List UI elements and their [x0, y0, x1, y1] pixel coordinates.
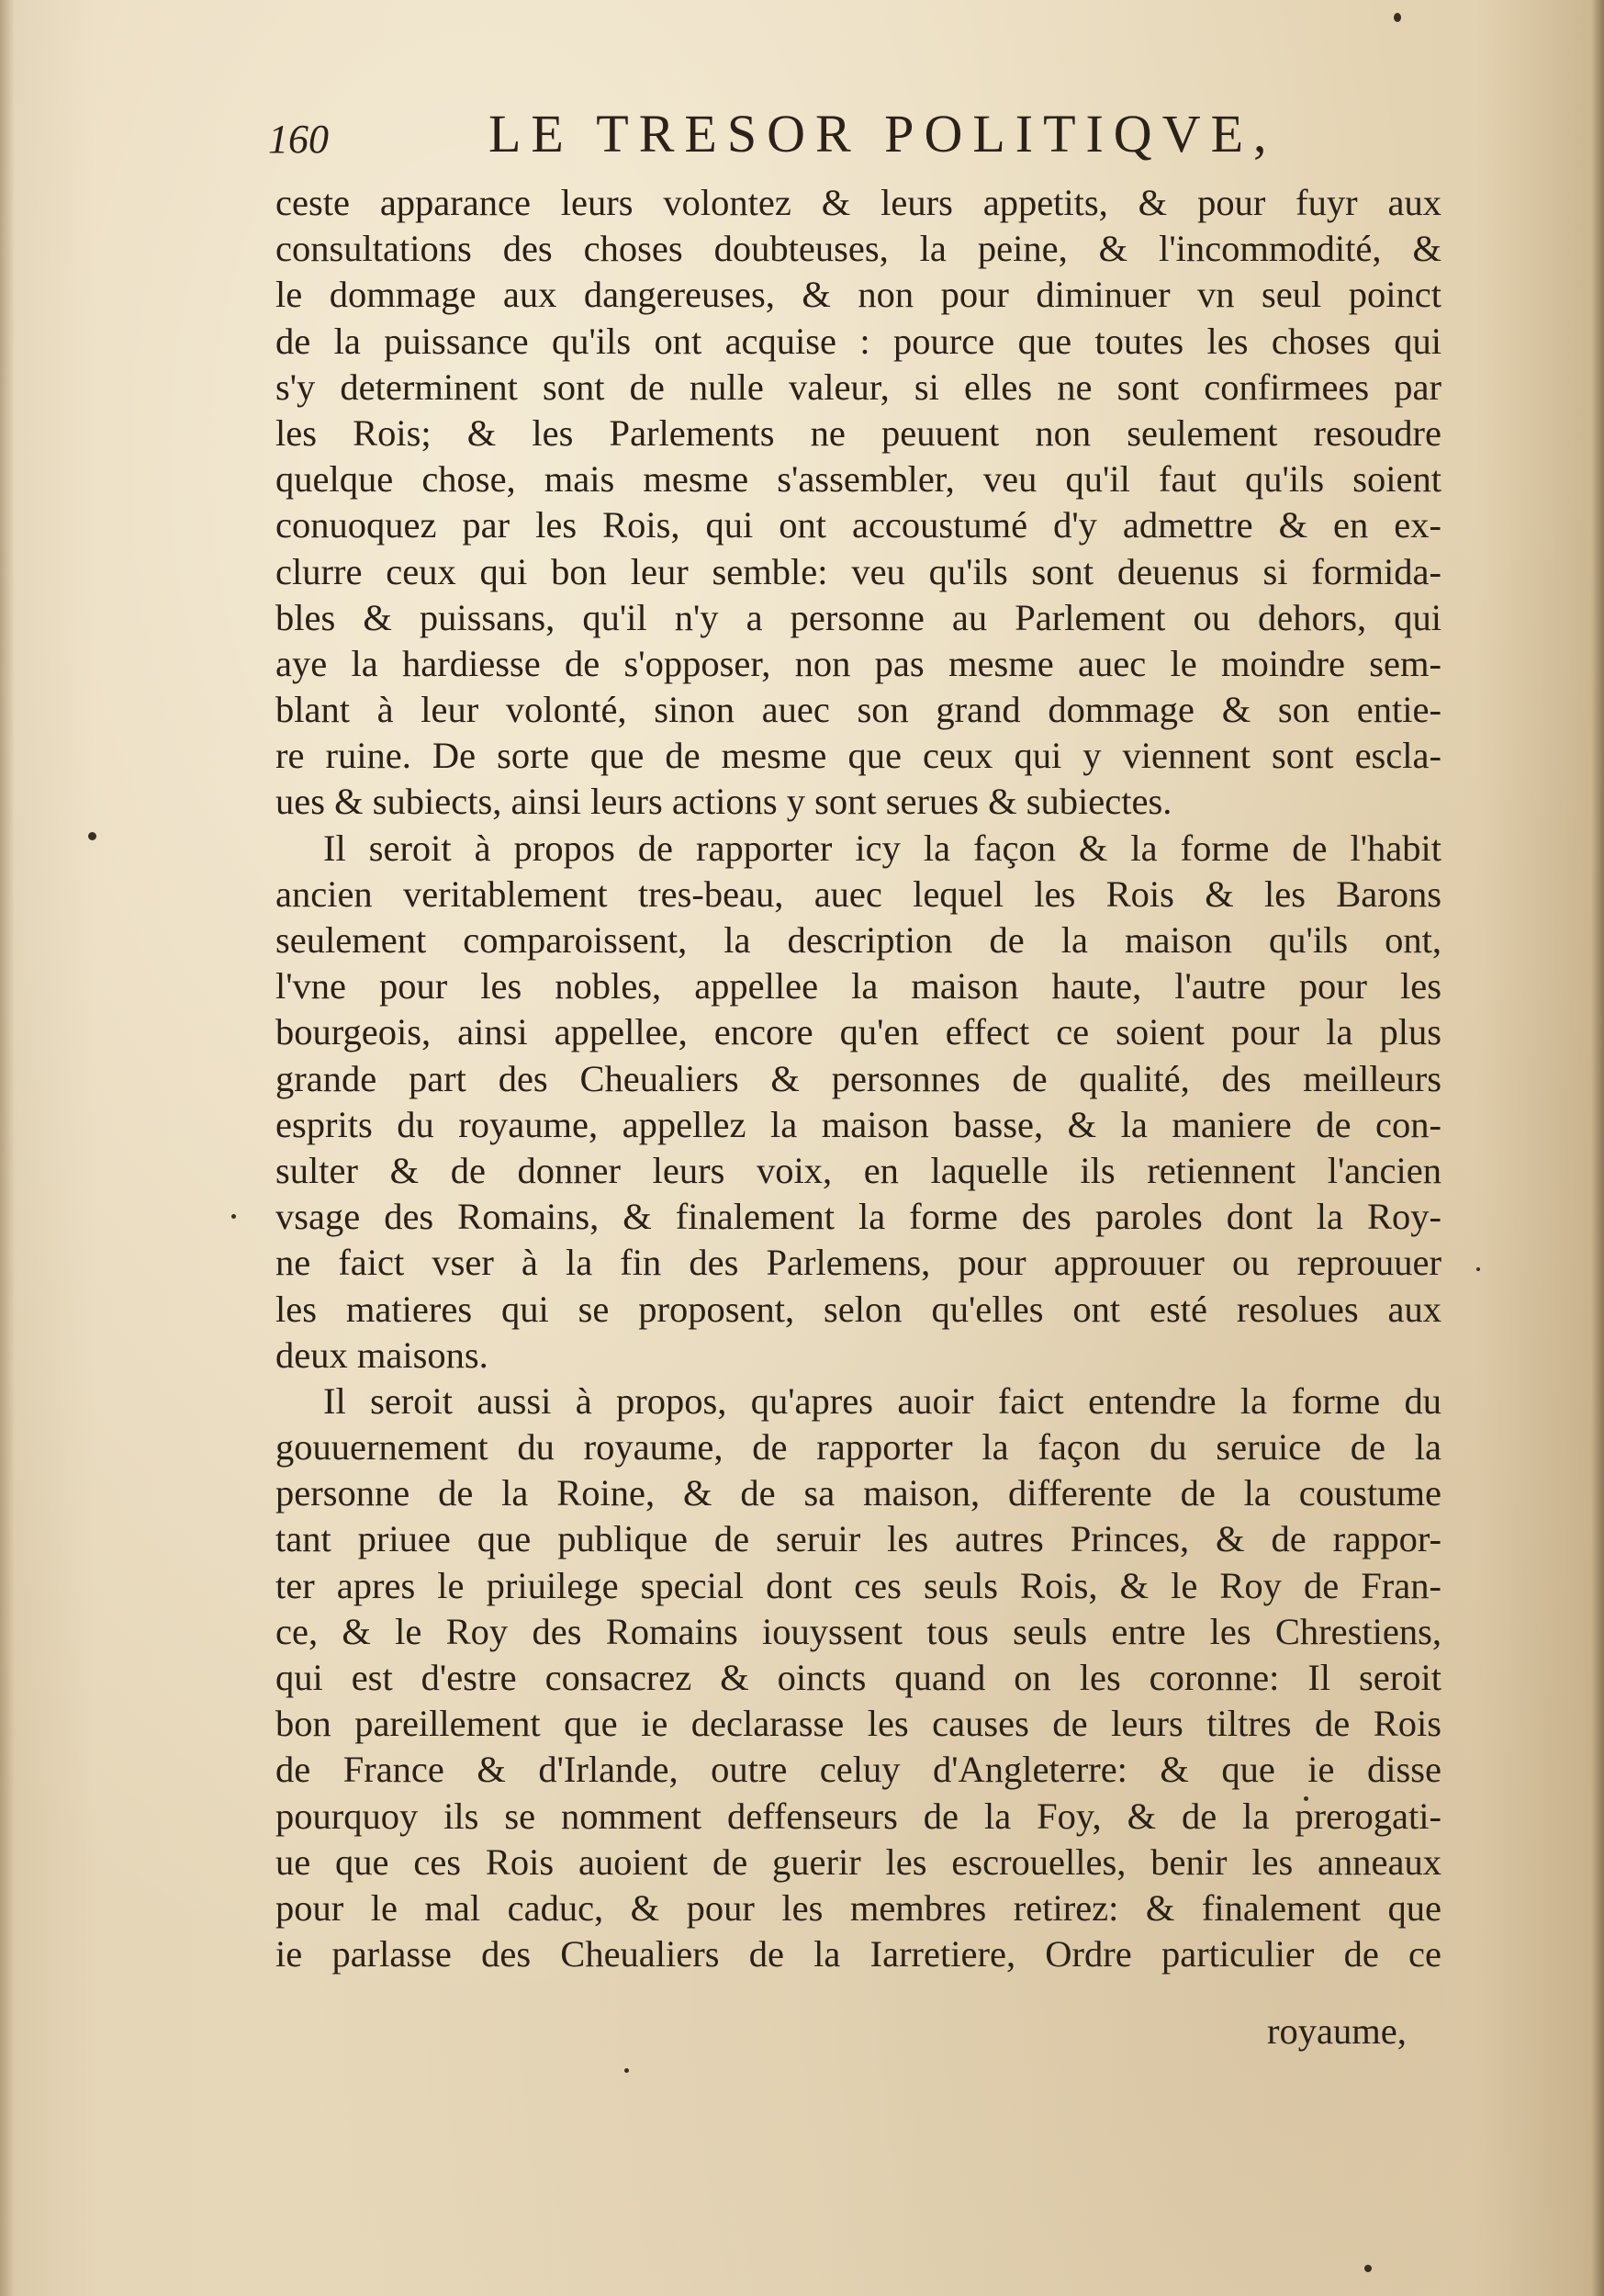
text-line: de France & d'Irlande, outre celuy d'Angleterre: & que ie disse: [275, 1749, 1441, 1791]
page-edge-shadow-right: [1591, 0, 1604, 2296]
text-line: quelque chose, mais mesme s'assembler, veu qu'il faut qu'ils soient: [275, 458, 1441, 501]
text-line: gouuernement du royaume, de rapporter la façon du seruice de la: [275, 1426, 1441, 1469]
text-line: Il seroit aussi à propos, qu'apres auoir faict entendre la forme du: [323, 1379, 1441, 1422]
text-line: ce, & le Roy des Romains iouyssent tous seuls entre les Chrestiens,: [275, 1610, 1441, 1652]
text-line: aye la hardiesse de s'opposer, non pas mesme auec le moindre sem-: [275, 642, 1441, 684]
text-line: vsage des Romains, & finalement la forme des paroles dont la Roy-: [275, 1196, 1441, 1238]
text-line: les Rois; & les Parlements ne peuuent non seulement resoudre: [275, 411, 1441, 454]
text-line: bourgeois, ainsi appellee, encore qu'en effect ce soient pour la plus: [275, 1011, 1441, 1053]
text-line: personne de la Roine, & de sa maison, differente de la coustume: [275, 1472, 1441, 1514]
page-header: [268, 103, 1296, 176]
text-line: conuoquez par les Rois, qui ont accoustumé d'y admettre & en ex-: [275, 504, 1441, 546]
text-line: grande part des Cheualiers & personnes de qualité, des meilleurs: [275, 1057, 1441, 1099]
text-line: qui est d'estre consacrez & oincts quand on les coronne: Il seroit: [275, 1657, 1441, 1698]
text-line: tant priuee que publique de seruir les autres Princes, & de rappor-: [275, 1518, 1441, 1560]
paragraph: [275, 1379, 1441, 1977]
catchword: royaume,: [1267, 2010, 1407, 2052]
text-line: re ruine. De sorte que de mesme que ceux qui y viennent sont escla-: [275, 735, 1441, 777]
text-line: les matieres qui se proposent, selon qu'elles ont esté resolues aux: [275, 1288, 1441, 1330]
text-line: bles & puissans, qu'il n'y a personne au Parlement ou dehors, qui: [275, 596, 1441, 638]
text-line: le dommage aux dangereuses, & non pour diminuer vn seul poinct: [275, 274, 1441, 316]
text-line: ceste apparance leurs volontez & leurs appetits, & pour fuyr aux: [275, 182, 1441, 223]
paragraph: [275, 180, 1441, 826]
text-line: seulement comparoissent, la description de la maison qu'ils ont,: [275, 919, 1441, 961]
text-line: Il seroit à propos de rapporter icy la façon & la forme de l'habit: [323, 827, 1441, 869]
text-line: ie parlasse des Cheualiers de la Iarretiere, Ordre particulier de ce: [275, 1933, 1441, 1975]
body-text: [275, 180, 1441, 1977]
text-line: clurre ceux qui bon leur semble: veu qu'ils sont deuenus si formida-: [275, 550, 1441, 592]
text-line: ter apres le priuilege special dont ces seuls Rois, & le Roy de Fran-: [275, 1564, 1441, 1606]
page-number: 160: [268, 117, 329, 162]
text-line: bon pareillement que ie declarasse les causes de leurs tiltres de Rois: [275, 1703, 1441, 1745]
text-line: deux maisons.: [275, 1334, 488, 1376]
text-line: esprits du royaume, appellez la maison basse, & la maniere de con-: [275, 1103, 1441, 1145]
text-line: pour le mal caduc, & pour les membres retirez: & finalement que: [275, 1886, 1441, 1929]
text-line: de la puissance qu'ils ont acquise : pource que toutes les choses qui: [275, 320, 1441, 362]
text-line: blant à leur volonté, sinon auec son grand dommage & son entie-: [275, 689, 1441, 731]
text-line: ue que ces Rois auoient de guerir les escrouelles, benir les anneaux: [275, 1840, 1441, 1883]
page-edge-shadow-left: [0, 0, 15, 2296]
paragraph: [275, 826, 1441, 1379]
running-head: LE TRESOR POLITIQVE,: [488, 104, 1277, 163]
text-line: consultations des choses doubteuses, la peine, & l'incommodité, &: [275, 228, 1441, 270]
text-line: sulter & de donner leurs voix, en laquelle ils retiennent l'ancien: [275, 1149, 1441, 1191]
text-line: ues & subiects, ainsi leurs actions y sont serues & subiectes.: [275, 781, 1172, 823]
text-line: pourquoy ils se nomment deffenseurs de la Foy, & de la prerogati-: [275, 1795, 1441, 1837]
text-line: s'y determinent sont de nulle valeur, si elles ne sont confirmees par: [275, 366, 1441, 408]
text-line: ne faict vser à la fin des Parlemens, pour approuuer ou reprouuer: [275, 1242, 1441, 1284]
text-line: l'vne pour les nobles, appellee la maison haute, l'autre pour les: [275, 965, 1441, 1007]
text-line: ancien veritablement tres-beau, auec lequel les Rois & les Barons: [275, 872, 1441, 915]
